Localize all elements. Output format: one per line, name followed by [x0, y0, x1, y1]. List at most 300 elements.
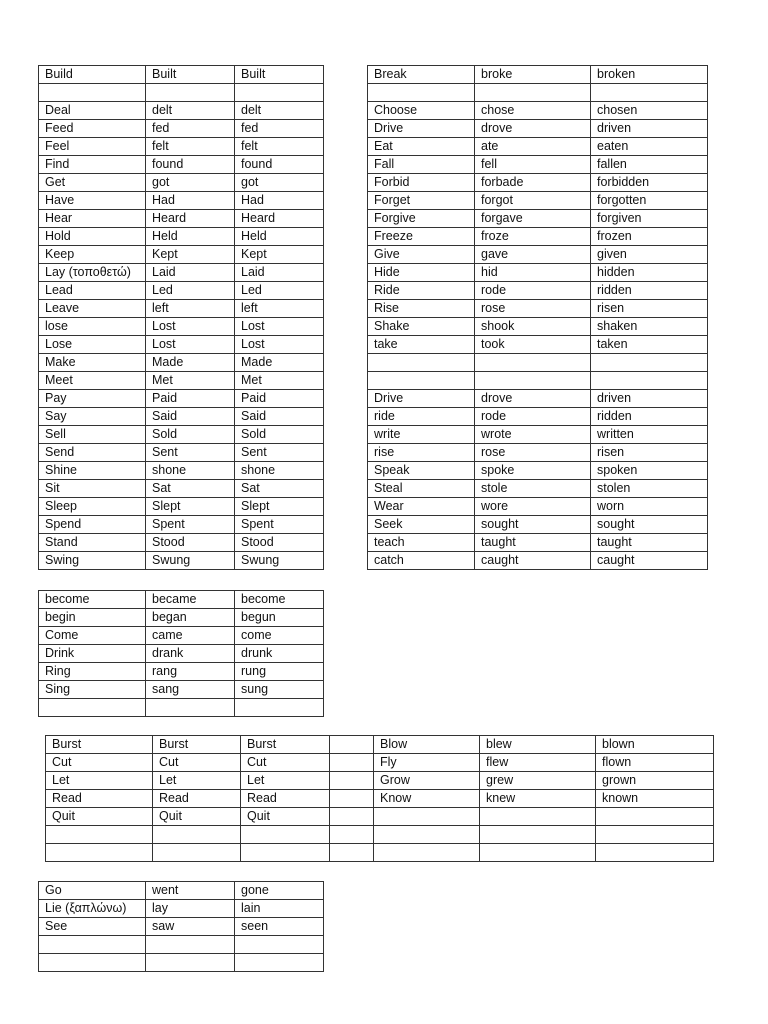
table-cell: Blow	[374, 736, 480, 754]
table-row	[368, 84, 708, 102]
table-row	[368, 462, 708, 480]
table-row	[39, 300, 324, 318]
table-cell: Sat	[146, 480, 235, 498]
table-cell	[480, 826, 596, 844]
table-row	[39, 498, 324, 516]
table-cell: Sold	[235, 426, 324, 444]
table-cell	[330, 736, 374, 754]
table-cell	[46, 826, 153, 844]
table-cell	[374, 826, 480, 844]
table-cell: Held	[146, 228, 235, 246]
table-cell: Make	[39, 354, 146, 372]
table-row	[39, 534, 324, 552]
table-cell: Shine	[39, 462, 146, 480]
table-row	[46, 772, 714, 790]
table-cell: forbidden	[591, 174, 708, 192]
table-cell: Fly	[374, 754, 480, 772]
table-cell: lain	[235, 900, 324, 918]
table-cell: Slept	[235, 498, 324, 516]
table-cell: Quit	[46, 808, 153, 826]
table-cell: Freeze	[368, 228, 475, 246]
table-cell: Drive	[368, 120, 475, 138]
table-cell: forgotten	[591, 192, 708, 210]
table-row	[368, 354, 708, 372]
table-cell: catch	[368, 552, 475, 570]
table-cell: Build	[39, 66, 146, 84]
table-cell: ridden	[591, 408, 708, 426]
table-row	[368, 156, 708, 174]
table-cell	[330, 772, 374, 790]
table-cell: Met	[235, 372, 324, 390]
table-cell: sought	[475, 516, 591, 534]
table-cell: Slept	[146, 498, 235, 516]
table-row	[46, 736, 714, 754]
table-cell: broke	[475, 66, 591, 84]
table-row	[39, 480, 324, 498]
table-row	[368, 228, 708, 246]
table-cell: ridden	[591, 282, 708, 300]
table-row	[39, 663, 324, 681]
table-cell	[591, 84, 708, 102]
table-cell: Made	[146, 354, 235, 372]
table-cell: Say	[39, 408, 146, 426]
table-cell: lay	[146, 900, 235, 918]
table-cell: Built	[146, 66, 235, 84]
table-cell: Burst	[153, 736, 241, 754]
table-row	[39, 516, 324, 534]
table-cell: Ride	[368, 282, 475, 300]
verb-table-3	[38, 590, 324, 717]
table-cell: Paid	[146, 390, 235, 408]
table-cell	[241, 826, 330, 844]
table-cell	[596, 808, 714, 826]
table-cell	[596, 826, 714, 844]
table-cell: Send	[39, 444, 146, 462]
table-row	[39, 210, 324, 228]
table-cell: Stand	[39, 534, 146, 552]
table-cell: forbade	[475, 174, 591, 192]
table-row	[368, 426, 708, 444]
table-cell: rode	[475, 408, 591, 426]
table-cell: forgiven	[591, 210, 708, 228]
table-cell: Get	[39, 174, 146, 192]
table-row	[368, 336, 708, 354]
table-cell: fed	[146, 120, 235, 138]
table-cell: Hear	[39, 210, 146, 228]
table-row	[368, 516, 708, 534]
table-cell	[330, 808, 374, 826]
table-row	[368, 210, 708, 228]
table-cell: known	[596, 790, 714, 808]
table-row	[39, 552, 324, 570]
table-cell: Seek	[368, 516, 475, 534]
table-cell: chose	[475, 102, 591, 120]
table-cell: Give	[368, 246, 475, 264]
table-row	[39, 174, 324, 192]
table-cell: delt	[235, 102, 324, 120]
table-cell: taught	[475, 534, 591, 552]
table-cell: drove	[475, 390, 591, 408]
table-cell: stolen	[591, 480, 708, 498]
table-cell: rode	[475, 282, 591, 300]
table-row	[368, 246, 708, 264]
table-row	[39, 645, 324, 663]
table-cell: Forbid	[368, 174, 475, 192]
table-cell: Let	[46, 772, 153, 790]
table-row	[39, 120, 324, 138]
table-row	[39, 681, 324, 699]
table-cell	[39, 84, 146, 102]
table-cell: Spend	[39, 516, 146, 534]
table-cell: Burst	[46, 736, 153, 754]
table-cell: frozen	[591, 228, 708, 246]
table-cell: Stood	[146, 534, 235, 552]
table-cell	[368, 84, 475, 102]
table-cell: shaken	[591, 318, 708, 336]
table-row	[39, 900, 324, 918]
table-cell: Shake	[368, 318, 475, 336]
table-row	[39, 336, 324, 354]
table-cell: drove	[475, 120, 591, 138]
table-cell: Spent	[146, 516, 235, 534]
table-cell	[480, 808, 596, 826]
table-row	[39, 156, 324, 174]
table-cell	[235, 699, 324, 717]
table-cell: went	[146, 882, 235, 900]
table-cell: Keep	[39, 246, 146, 264]
table-cell: Cut	[153, 754, 241, 772]
table-cell: left	[235, 300, 324, 318]
table-cell: spoke	[475, 462, 591, 480]
table-cell: fed	[235, 120, 324, 138]
table-cell: ate	[475, 138, 591, 156]
table-cell: Feed	[39, 120, 146, 138]
table-cell: rose	[475, 300, 591, 318]
table-cell: taken	[591, 336, 708, 354]
table-cell: grown	[596, 772, 714, 790]
table-cell: Deal	[39, 102, 146, 120]
table-cell: become	[235, 591, 324, 609]
table-cell: knew	[480, 790, 596, 808]
table-cell: found	[235, 156, 324, 174]
table-cell: left	[146, 300, 235, 318]
table-cell	[475, 354, 591, 372]
table-cell: Let	[153, 772, 241, 790]
table-row	[368, 372, 708, 390]
table-row	[39, 444, 324, 462]
table-row	[39, 102, 324, 120]
table-cell: Said	[146, 408, 235, 426]
table-cell: Stood	[235, 534, 324, 552]
table-cell: Lay (τοποθετώ)	[39, 264, 146, 282]
table-cell: drank	[146, 645, 235, 663]
table-row	[39, 882, 324, 900]
table-cell: grew	[480, 772, 596, 790]
table-cell: written	[591, 426, 708, 444]
table-row	[39, 954, 324, 972]
table-cell	[235, 936, 324, 954]
table-cell: Swung	[235, 552, 324, 570]
table-row	[368, 300, 708, 318]
table-cell: Heard	[235, 210, 324, 228]
table-cell: hidden	[591, 264, 708, 282]
table-row	[368, 174, 708, 192]
table-cell: See	[39, 918, 146, 936]
table-cell	[146, 84, 235, 102]
table-row	[46, 826, 714, 844]
table-cell: Lost	[146, 336, 235, 354]
table-row	[368, 120, 708, 138]
table-cell: Know	[374, 790, 480, 808]
table-cell: drunk	[235, 645, 324, 663]
table-row	[368, 192, 708, 210]
table-cell	[480, 844, 596, 862]
table-cell: Swung	[146, 552, 235, 570]
table-cell: Quit	[153, 808, 241, 826]
table-row	[368, 282, 708, 300]
table-cell: driven	[591, 390, 708, 408]
table-cell: Lie (ξαπλώνω)	[39, 900, 146, 918]
table-cell: rise	[368, 444, 475, 462]
table-cell	[153, 826, 241, 844]
table-cell: risen	[591, 300, 708, 318]
table-row	[39, 138, 324, 156]
table-cell: Drink	[39, 645, 146, 663]
table-cell: blown	[596, 736, 714, 754]
table-cell: worn	[591, 498, 708, 516]
table-cell: Meet	[39, 372, 146, 390]
table-cell: Sell	[39, 426, 146, 444]
table-row	[39, 246, 324, 264]
table-row	[39, 84, 324, 102]
table-cell: flown	[596, 754, 714, 772]
table-cell	[374, 844, 480, 862]
table-row	[39, 192, 324, 210]
table-row	[39, 66, 324, 84]
table-cell: become	[39, 591, 146, 609]
table-cell	[330, 790, 374, 808]
table-row	[39, 936, 324, 954]
table-cell: begin	[39, 609, 146, 627]
table-cell	[39, 954, 146, 972]
table-cell: Eat	[368, 138, 475, 156]
table-cell	[475, 84, 591, 102]
table-cell: Led	[146, 282, 235, 300]
table-cell	[153, 844, 241, 862]
table-cell: sought	[591, 516, 708, 534]
table-cell: Leave	[39, 300, 146, 318]
table-cell: eaten	[591, 138, 708, 156]
table-cell	[330, 754, 374, 772]
table-cell: Find	[39, 156, 146, 174]
table-cell: Lost	[146, 318, 235, 336]
table-cell: Forget	[368, 192, 475, 210]
table-cell: gave	[475, 246, 591, 264]
table-cell: Built	[235, 66, 324, 84]
table-cell: Swing	[39, 552, 146, 570]
table-cell: Speak	[368, 462, 475, 480]
table-cell: Steal	[368, 480, 475, 498]
table-cell: Hold	[39, 228, 146, 246]
table-row	[39, 228, 324, 246]
table-cell: Laid	[235, 264, 324, 282]
table-cell: Drive	[368, 390, 475, 408]
table-cell	[146, 936, 235, 954]
table-cell: shone	[235, 462, 324, 480]
table-cell: chosen	[591, 102, 708, 120]
table-cell: Led	[235, 282, 324, 300]
table-cell: driven	[591, 120, 708, 138]
table-cell	[368, 372, 475, 390]
table-row	[39, 390, 324, 408]
table-cell	[475, 372, 591, 390]
table-row	[39, 354, 324, 372]
table-cell: Met	[146, 372, 235, 390]
table-cell	[46, 844, 153, 862]
table-cell: Quit	[241, 808, 330, 826]
table-cell: took	[475, 336, 591, 354]
table-row	[368, 102, 708, 120]
table-row	[46, 790, 714, 808]
table-row	[39, 627, 324, 645]
table-cell: Made	[235, 354, 324, 372]
table-row	[368, 534, 708, 552]
table-cell: shone	[146, 462, 235, 480]
table-row	[368, 552, 708, 570]
table-cell: delt	[146, 102, 235, 120]
table-cell: spoken	[591, 462, 708, 480]
table-cell	[235, 84, 324, 102]
table-row	[39, 282, 324, 300]
table-cell: Lost	[235, 318, 324, 336]
table-cell: fallen	[591, 156, 708, 174]
table-cell: Laid	[146, 264, 235, 282]
table-cell: sung	[235, 681, 324, 699]
table-cell: felt	[146, 138, 235, 156]
table-cell: Wear	[368, 498, 475, 516]
table-cell: forgave	[475, 210, 591, 228]
table-cell: felt	[235, 138, 324, 156]
table-row	[46, 808, 714, 826]
table-cell: Go	[39, 882, 146, 900]
table-row	[368, 408, 708, 426]
table-cell: Sit	[39, 480, 146, 498]
table-cell: got	[235, 174, 324, 192]
table-cell: Held	[235, 228, 324, 246]
table-cell: got	[146, 174, 235, 192]
table-cell: rose	[475, 444, 591, 462]
verb-table-1	[38, 65, 324, 570]
table-row	[46, 844, 714, 862]
table-cell: found	[146, 156, 235, 174]
table-cell: Ring	[39, 663, 146, 681]
table-cell: lose	[39, 318, 146, 336]
table-cell: Pay	[39, 390, 146, 408]
table-cell: gone	[235, 882, 324, 900]
table-cell: Come	[39, 627, 146, 645]
table-row	[39, 318, 324, 336]
table-cell: begun	[235, 609, 324, 627]
table-cell: came	[146, 627, 235, 645]
table-cell: began	[146, 609, 235, 627]
table-row	[368, 498, 708, 516]
table-cell: became	[146, 591, 235, 609]
table-cell: rang	[146, 663, 235, 681]
table-cell	[146, 954, 235, 972]
table-cell: fell	[475, 156, 591, 174]
table-row	[39, 264, 324, 282]
table-cell: broken	[591, 66, 708, 84]
table-cell: Had	[146, 192, 235, 210]
table-cell	[591, 354, 708, 372]
table-cell: stole	[475, 480, 591, 498]
table-cell: Burst	[241, 736, 330, 754]
table-cell	[241, 844, 330, 862]
table-cell: Read	[241, 790, 330, 808]
table-row	[368, 480, 708, 498]
table-cell: Cut	[241, 754, 330, 772]
table-cell: Paid	[235, 390, 324, 408]
table-cell: caught	[475, 552, 591, 570]
table-cell	[330, 844, 374, 862]
table-cell: given	[591, 246, 708, 264]
table-cell: come	[235, 627, 324, 645]
table-row	[39, 609, 324, 627]
table-cell: Sold	[146, 426, 235, 444]
table-cell	[368, 354, 475, 372]
table-cell	[596, 844, 714, 862]
table-cell: forgot	[475, 192, 591, 210]
table-cell: Lead	[39, 282, 146, 300]
table-cell: seen	[235, 918, 324, 936]
verb-table-2	[367, 65, 708, 570]
table-cell: shook	[475, 318, 591, 336]
table-cell: Choose	[368, 102, 475, 120]
table-cell: Lost	[235, 336, 324, 354]
table-cell	[39, 936, 146, 954]
table-row	[368, 444, 708, 462]
table-cell	[235, 954, 324, 972]
table-cell: Have	[39, 192, 146, 210]
table-cell: Sat	[235, 480, 324, 498]
table-cell: Break	[368, 66, 475, 84]
table-row	[368, 390, 708, 408]
table-cell: froze	[475, 228, 591, 246]
table-row	[368, 318, 708, 336]
table-cell	[330, 826, 374, 844]
table-cell: take	[368, 336, 475, 354]
table-cell: Let	[241, 772, 330, 790]
table-cell: Spent	[235, 516, 324, 534]
table-cell	[146, 699, 235, 717]
table-cell: Sent	[235, 444, 324, 462]
table-row	[39, 426, 324, 444]
table-row	[368, 264, 708, 282]
table-cell: hid	[475, 264, 591, 282]
table-cell: Feel	[39, 138, 146, 156]
verb-table-5	[38, 881, 324, 972]
table-cell: Kept	[146, 246, 235, 264]
table-cell: sang	[146, 681, 235, 699]
table-cell: Forgive	[368, 210, 475, 228]
table-cell	[591, 372, 708, 390]
table-row	[39, 408, 324, 426]
table-cell: Lose	[39, 336, 146, 354]
table-cell	[374, 808, 480, 826]
table-cell: Sing	[39, 681, 146, 699]
table-cell: risen	[591, 444, 708, 462]
table-cell: write	[368, 426, 475, 444]
